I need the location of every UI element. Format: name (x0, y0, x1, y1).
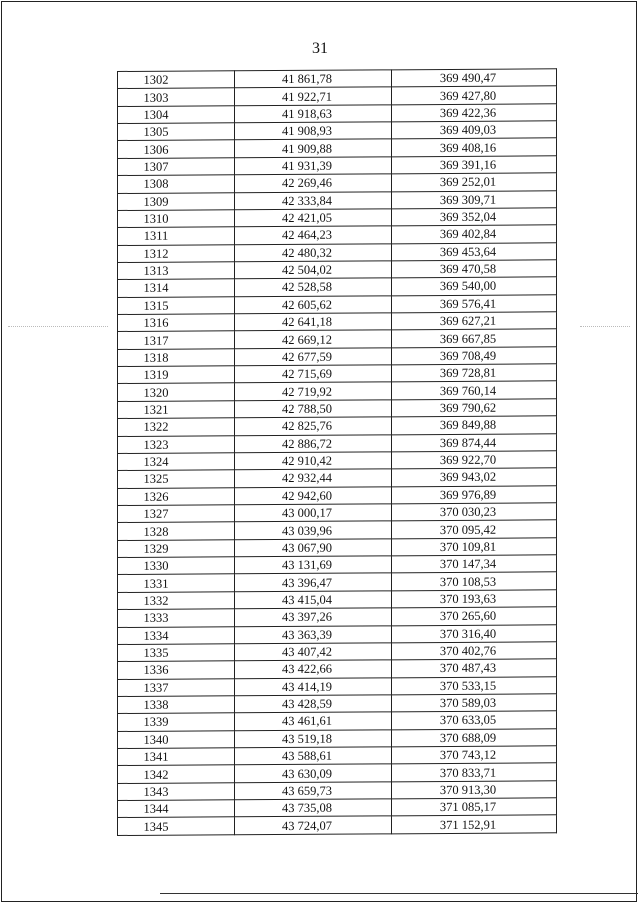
scan-artifact-left (8, 326, 108, 328)
table-row (118, 468, 557, 488)
table-row (118, 607, 557, 627)
table-row (118, 520, 557, 540)
x-coordinate-cell: 42 719,92 (235, 382, 392, 400)
bottom-rule (160, 893, 638, 894)
x-coordinate-cell: 43 519,18 (235, 729, 392, 747)
y-coordinate-cell: 369 540,00 (392, 277, 557, 295)
x-coordinate-cell: 42 641,18 (235, 313, 392, 331)
x-coordinate-cell: 43 735,08 (235, 799, 392, 817)
point-number-cell: 1334 (118, 626, 235, 644)
table-row (118, 659, 557, 679)
table-row (118, 208, 557, 228)
table-row (118, 329, 557, 349)
point-number-cell: 1312 (118, 244, 235, 262)
table-row (118, 138, 557, 158)
x-coordinate-cell: 41 922,71 (235, 87, 392, 105)
y-coordinate-cell: 370 833,71 (392, 763, 557, 781)
table-row (118, 104, 557, 124)
x-coordinate-cell: 42 825,76 (235, 417, 392, 435)
y-coordinate-cell: 369 667,85 (392, 329, 557, 347)
y-coordinate-cell: 370 402,76 (392, 642, 557, 660)
point-number-cell: 1330 (118, 557, 235, 575)
table-row (118, 381, 557, 401)
y-coordinate-cell: 370 913,30 (392, 781, 557, 799)
y-coordinate-cell: 369 422,36 (392, 104, 557, 122)
table-row (118, 711, 557, 731)
y-coordinate-cell: 370 095,42 (392, 520, 557, 538)
table-row (118, 676, 557, 696)
x-coordinate-cell: 43 396,47 (235, 573, 392, 591)
point-number-cell: 1339 (118, 713, 235, 731)
x-coordinate-cell: 43 000,17 (235, 504, 392, 522)
x-coordinate-cell: 42 480,32 (235, 243, 392, 261)
x-coordinate-cell: 42 669,12 (235, 330, 392, 348)
table-row (118, 294, 557, 314)
point-number-cell: 1328 (118, 522, 235, 540)
y-coordinate-cell: 370 109,81 (392, 538, 557, 556)
point-number-cell: 1343 (118, 783, 235, 801)
point-number-cell: 1311 (118, 227, 235, 245)
table-row (118, 815, 557, 835)
x-coordinate-cell: 43 422,66 (235, 660, 392, 678)
point-number-cell: 1323 (118, 435, 235, 453)
y-coordinate-cell: 369 728,81 (392, 364, 557, 382)
x-coordinate-cell: 43 363,39 (235, 625, 392, 643)
y-coordinate-cell: 370 533,15 (392, 676, 557, 694)
y-coordinate-cell: 369 790,62 (392, 399, 557, 417)
point-number-cell: 1338 (118, 696, 235, 714)
y-coordinate-cell: 369 627,21 (392, 312, 557, 330)
x-coordinate-cell: 42 605,62 (235, 295, 392, 313)
table-row (118, 312, 557, 332)
table-row (118, 763, 557, 783)
y-coordinate-cell: 371 085,17 (392, 798, 557, 816)
point-number-cell: 1333 (118, 609, 235, 627)
x-coordinate-cell: 42 677,59 (235, 348, 392, 366)
x-coordinate-cell: 42 715,69 (235, 365, 392, 383)
y-coordinate-cell: 369 576,41 (392, 294, 557, 312)
y-coordinate-cell: 369 408,16 (392, 138, 557, 156)
table-row (118, 156, 557, 176)
y-coordinate-cell: 369 490,47 (392, 69, 557, 87)
coordinates-table (117, 68, 557, 836)
table-row (118, 781, 557, 801)
y-coordinate-cell: 369 760,14 (392, 381, 557, 399)
table-row (118, 399, 557, 419)
point-number-cell: 1319 (118, 366, 235, 384)
y-coordinate-cell: 370 316,40 (392, 624, 557, 642)
point-number-cell: 1320 (118, 383, 235, 401)
table-row (118, 277, 557, 297)
point-number-cell: 1325 (118, 470, 235, 488)
table-row (118, 69, 557, 89)
point-number-cell: 1306 (118, 140, 235, 158)
coordinates-table-body (118, 69, 557, 835)
table-row (118, 694, 557, 714)
point-number-cell: 1322 (118, 418, 235, 436)
point-number-cell: 1302 (118, 71, 235, 89)
point-number-cell: 1327 (118, 505, 235, 523)
x-coordinate-cell: 42 932,44 (235, 469, 392, 487)
y-coordinate-cell: 369 849,88 (392, 416, 557, 434)
table-row (118, 451, 557, 471)
point-number-cell: 1314 (118, 279, 235, 297)
x-coordinate-cell: 43 414,19 (235, 677, 392, 695)
point-number-cell: 1305 (118, 123, 235, 141)
point-number-cell: 1342 (118, 765, 235, 783)
x-coordinate-cell: 43 039,96 (235, 521, 392, 539)
point-number-cell: 1337 (118, 678, 235, 696)
y-coordinate-cell: 369 391,16 (392, 156, 557, 174)
table-row (118, 728, 557, 748)
page-number: 31 (312, 40, 328, 57)
x-coordinate-cell: 41 861,78 (235, 70, 392, 88)
x-coordinate-cell: 43 630,09 (235, 764, 392, 782)
table-row (118, 121, 557, 141)
x-coordinate-cell: 43 407,42 (235, 643, 392, 661)
y-coordinate-cell: 369 252,01 (392, 173, 557, 191)
y-coordinate-cell: 370 688,09 (392, 728, 557, 746)
y-coordinate-cell: 371 152,91 (392, 815, 557, 833)
table-row (118, 190, 557, 210)
point-number-cell: 1336 (118, 661, 235, 679)
x-coordinate-cell: 43 724,07 (235, 816, 392, 834)
table-row (118, 624, 557, 644)
x-coordinate-cell: 42 269,46 (235, 174, 392, 192)
point-number-cell: 1332 (118, 592, 235, 610)
y-coordinate-cell: 369 309,71 (392, 190, 557, 208)
point-number-cell: 1308 (118, 175, 235, 193)
table-row (118, 572, 557, 592)
table-row (118, 746, 557, 766)
table-row (118, 242, 557, 262)
y-coordinate-cell: 370 743,12 (392, 746, 557, 764)
point-number-cell: 1329 (118, 539, 235, 557)
table-row (118, 555, 557, 575)
table-row (118, 503, 557, 523)
x-coordinate-cell: 41 931,39 (235, 157, 392, 175)
table-row (118, 538, 557, 558)
table-row (118, 260, 557, 280)
point-number-cell: 1324 (118, 453, 235, 471)
table-row (118, 86, 557, 106)
x-coordinate-cell: 42 788,50 (235, 400, 392, 418)
y-coordinate-cell: 369 874,44 (392, 433, 557, 451)
point-number-cell: 1341 (118, 748, 235, 766)
y-coordinate-cell: 370 487,43 (392, 659, 557, 677)
y-coordinate-cell: 369 352,04 (392, 208, 557, 226)
point-number-cell: 1304 (118, 106, 235, 124)
point-number-cell: 1335 (118, 644, 235, 662)
y-coordinate-cell: 369 943,02 (392, 468, 557, 486)
point-number-cell: 1316 (118, 314, 235, 332)
table-row (118, 416, 557, 436)
point-number-cell: 1310 (118, 210, 235, 228)
y-coordinate-cell: 370 633,05 (392, 711, 557, 729)
x-coordinate-cell: 43 659,73 (235, 782, 392, 800)
table-row (118, 225, 557, 245)
scan-artifact-right (580, 326, 630, 328)
point-number-cell: 1331 (118, 574, 235, 592)
x-coordinate-cell: 43 588,61 (235, 747, 392, 765)
x-coordinate-cell: 42 421,05 (235, 209, 392, 227)
y-coordinate-cell: 370 147,34 (392, 555, 557, 573)
table-row (118, 590, 557, 610)
x-coordinate-cell: 43 131,69 (235, 556, 392, 574)
table-row (118, 485, 557, 505)
x-coordinate-cell: 43 428,59 (235, 695, 392, 713)
x-coordinate-cell: 41 909,88 (235, 139, 392, 157)
point-number-cell: 1317 (118, 331, 235, 349)
x-coordinate-cell: 41 908,93 (235, 122, 392, 140)
y-coordinate-cell: 369 922,70 (392, 451, 557, 469)
y-coordinate-cell: 369 976,89 (392, 485, 557, 503)
x-coordinate-cell: 42 333,84 (235, 191, 392, 209)
x-coordinate-cell: 42 886,72 (235, 434, 392, 452)
point-number-cell: 1326 (118, 487, 235, 505)
point-number-cell: 1340 (118, 730, 235, 748)
x-coordinate-cell: 42 942,60 (235, 486, 392, 504)
point-number-cell: 1344 (118, 800, 235, 818)
table-row (118, 642, 557, 662)
table-row (118, 347, 557, 367)
y-coordinate-cell: 369 427,80 (392, 86, 557, 104)
point-number-cell: 1303 (118, 88, 235, 106)
x-coordinate-cell: 41 918,63 (235, 105, 392, 123)
table-row (118, 364, 557, 384)
x-coordinate-cell: 42 528,58 (235, 278, 392, 296)
table-row (118, 173, 557, 193)
y-coordinate-cell: 369 708,49 (392, 347, 557, 365)
x-coordinate-cell: 43 067,90 (235, 539, 392, 557)
y-coordinate-cell: 370 193,63 (392, 590, 557, 608)
y-coordinate-cell: 369 402,84 (392, 225, 557, 243)
point-number-cell: 1309 (118, 192, 235, 210)
y-coordinate-cell: 369 409,03 (392, 121, 557, 139)
point-number-cell: 1345 (118, 817, 235, 835)
point-number-cell: 1315 (118, 296, 235, 314)
x-coordinate-cell: 43 415,04 (235, 591, 392, 609)
y-coordinate-cell: 370 108,53 (392, 572, 557, 590)
point-number-cell: 1321 (118, 401, 235, 419)
y-coordinate-cell: 370 030,23 (392, 503, 557, 521)
point-number-cell: 1318 (118, 349, 235, 367)
y-coordinate-cell: 369 453,64 (392, 242, 557, 260)
table-row (118, 433, 557, 453)
x-coordinate-cell: 42 910,42 (235, 452, 392, 470)
x-coordinate-cell: 42 504,02 (235, 261, 392, 279)
x-coordinate-cell: 43 397,26 (235, 608, 392, 626)
point-number-cell: 1313 (118, 262, 235, 280)
table-row (118, 798, 557, 818)
y-coordinate-cell: 370 589,03 (392, 694, 557, 712)
x-coordinate-cell: 42 464,23 (235, 226, 392, 244)
y-coordinate-cell: 370 265,60 (392, 607, 557, 625)
y-coordinate-cell: 369 470,58 (392, 260, 557, 278)
x-coordinate-cell: 43 461,61 (235, 712, 392, 730)
point-number-cell: 1307 (118, 158, 235, 176)
